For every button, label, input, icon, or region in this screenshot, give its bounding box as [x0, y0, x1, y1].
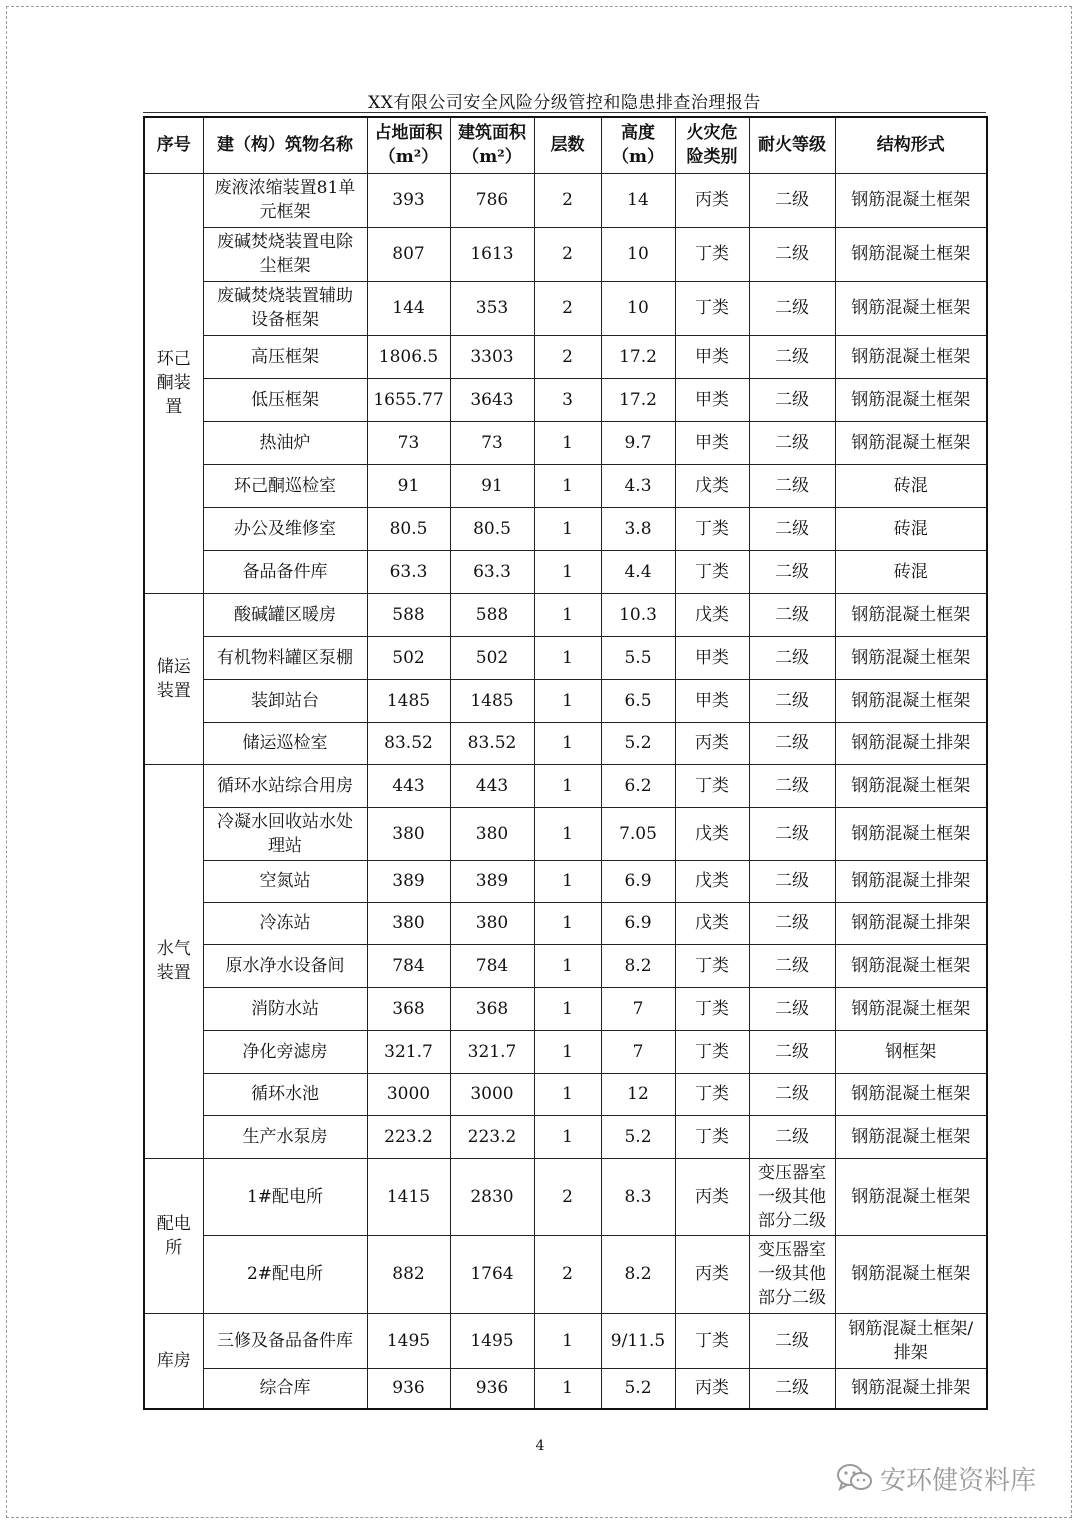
building-name: 空氮站 — [203, 860, 367, 902]
table-row — [144, 860, 987, 902]
floors: 1 — [534, 421, 601, 464]
fire-rating: 二级 — [749, 1368, 835, 1409]
height: 4.3 — [601, 464, 675, 507]
fire-rating: 二级 — [749, 764, 835, 807]
floors: 1 — [534, 593, 601, 636]
land-area: 393 — [367, 173, 450, 227]
structure-type: 钢筋混凝土框架 — [835, 1073, 987, 1115]
structure-type: 钢筋混凝土框架 — [835, 944, 987, 987]
table-row — [144, 550, 987, 593]
building-name: 循环水站综合用房 — [203, 764, 367, 807]
table-row — [144, 679, 987, 722]
fire-rating: 二级 — [749, 593, 835, 636]
building-area: 380 — [450, 902, 534, 944]
height: 5.2 — [601, 722, 675, 764]
land-area: 1806.5 — [367, 335, 450, 378]
table-row — [144, 1115, 987, 1158]
table-row — [144, 722, 987, 764]
table-row — [144, 281, 987, 335]
fire-risk-class: 丁类 — [675, 281, 749, 335]
floors: 1 — [534, 679, 601, 722]
floors: 1 — [534, 860, 601, 902]
structure-type: 钢筋混凝土排架 — [835, 860, 987, 902]
col-header-land-area: 占地面积 （m²） — [367, 117, 450, 173]
structure-type: 钢筋混凝土框架 — [835, 679, 987, 722]
floors: 1 — [534, 722, 601, 764]
building-area: 1764 — [450, 1235, 534, 1313]
building-area: 80.5 — [450, 507, 534, 550]
floors: 1 — [534, 1030, 601, 1073]
building-name: 2#配电所 — [203, 1235, 367, 1313]
land-area: 936 — [367, 1368, 450, 1409]
structure-type: 钢筋混凝土排架 — [835, 902, 987, 944]
floors: 3 — [534, 378, 601, 421]
fire-risk-class: 甲类 — [675, 636, 749, 679]
building-area: 83.52 — [450, 722, 534, 764]
height: 8.2 — [601, 944, 675, 987]
table-row — [144, 1235, 987, 1313]
fire-risk-class: 丙类 — [675, 1235, 749, 1313]
building-area: 3000 — [450, 1073, 534, 1115]
land-area: 1415 — [367, 1158, 450, 1235]
building-name: 净化旁滤房 — [203, 1030, 367, 1073]
height: 6.2 — [601, 764, 675, 807]
structure-type: 钢筋混凝土框架 — [835, 281, 987, 335]
fire-risk-class: 丁类 — [675, 1030, 749, 1073]
structure-type: 钢筋混凝土框架 — [835, 227, 987, 281]
floors: 1 — [534, 1313, 601, 1368]
building-name: 废液浓缩装置81单 元框架 — [203, 173, 367, 227]
fire-risk-class: 丙类 — [675, 1368, 749, 1409]
table-row — [144, 227, 987, 281]
building-area: 502 — [450, 636, 534, 679]
floors: 1 — [534, 550, 601, 593]
building-name: 循环水池 — [203, 1073, 367, 1115]
group-label: 水气 装置 — [144, 764, 203, 1158]
floors: 2 — [534, 227, 601, 281]
floors: 2 — [534, 1158, 601, 1235]
height: 8.2 — [601, 1235, 675, 1313]
col-header-fire-risk: 火灾危 险类别 — [675, 117, 749, 173]
building-name: 冷凝水回收站水处 理站 — [203, 807, 367, 860]
fire-risk-class: 丁类 — [675, 550, 749, 593]
fire-rating: 二级 — [749, 636, 835, 679]
building-area: 1485 — [450, 679, 534, 722]
building-name: 冷冻站 — [203, 902, 367, 944]
height: 6.5 — [601, 679, 675, 722]
fire-risk-class: 甲类 — [675, 421, 749, 464]
floors: 1 — [534, 464, 601, 507]
group-label: 环己 酮装 置 — [144, 173, 203, 593]
header-rule — [143, 112, 986, 113]
fire-rating: 二级 — [749, 507, 835, 550]
building-name: 备品备件库 — [203, 550, 367, 593]
structure-type: 钢筋混凝土框架 — [835, 1235, 987, 1313]
floors: 2 — [534, 173, 601, 227]
land-area: 389 — [367, 860, 450, 902]
building-name: 有机物料罐区泵棚 — [203, 636, 367, 679]
land-area: 502 — [367, 636, 450, 679]
building-name: 装卸站台 — [203, 679, 367, 722]
fire-rating: 二级 — [749, 281, 835, 335]
structure-type: 钢筋混凝土框架 — [835, 173, 987, 227]
building-area: 389 — [450, 860, 534, 902]
height: 5.5 — [601, 636, 675, 679]
floors: 1 — [534, 902, 601, 944]
height: 8.3 — [601, 1158, 675, 1235]
land-area: 588 — [367, 593, 450, 636]
floors: 1 — [534, 764, 601, 807]
fire-risk-class: 丁类 — [675, 1073, 749, 1115]
height: 7.05 — [601, 807, 675, 860]
land-area: 91 — [367, 464, 450, 507]
building-name: 办公及维修室 — [203, 507, 367, 550]
building-area: 786 — [450, 173, 534, 227]
table-row — [144, 421, 987, 464]
building-name: 环己酮巡检室 — [203, 464, 367, 507]
height: 9.7 — [601, 421, 675, 464]
fire-risk-class: 丁类 — [675, 227, 749, 281]
col-header-structure: 结构形式 — [835, 117, 987, 173]
building-name: 消防水站 — [203, 987, 367, 1030]
building-area: 353 — [450, 281, 534, 335]
watermark-text: 安环健资料库 — [880, 1465, 1037, 1496]
fire-rating: 二级 — [749, 1030, 835, 1073]
height: 10 — [601, 281, 675, 335]
structure-type: 砖混 — [835, 464, 987, 507]
structure-type: 钢筋混凝土框架 — [835, 421, 987, 464]
building-area: 3303 — [450, 335, 534, 378]
fire-rating: 二级 — [749, 860, 835, 902]
land-area: 63.3 — [367, 550, 450, 593]
land-area: 144 — [367, 281, 450, 335]
floors: 1 — [534, 507, 601, 550]
fire-rating: 变压器室 一级其他 部分二级 — [749, 1235, 835, 1313]
floors: 2 — [534, 335, 601, 378]
land-area: 3000 — [367, 1073, 450, 1115]
fire-risk-class: 甲类 — [675, 679, 749, 722]
structure-type: 钢筋混凝土框架 — [835, 987, 987, 1030]
height: 10 — [601, 227, 675, 281]
building-area: 321.7 — [450, 1030, 534, 1073]
building-area: 73 — [450, 421, 534, 464]
table-row — [144, 1313, 987, 1368]
height: 17.2 — [601, 335, 675, 378]
fire-risk-class: 丁类 — [675, 944, 749, 987]
fire-rating: 二级 — [749, 421, 835, 464]
height: 9/11.5 — [601, 1313, 675, 1368]
structure-type: 钢筋混凝土框架 — [835, 335, 987, 378]
height: 17.2 — [601, 378, 675, 421]
building-name: 三修及备品备件库 — [203, 1313, 367, 1368]
structure-type: 钢筋混凝土框架 — [835, 593, 987, 636]
height: 12 — [601, 1073, 675, 1115]
land-area: 73 — [367, 421, 450, 464]
building-area: 2830 — [450, 1158, 534, 1235]
height: 7 — [601, 1030, 675, 1073]
buildings-table — [143, 116, 988, 1410]
group-label: 储运 装置 — [144, 593, 203, 764]
fire-risk-class: 丁类 — [675, 1115, 749, 1158]
floors: 1 — [534, 1115, 601, 1158]
table-row — [144, 593, 987, 636]
land-area: 807 — [367, 227, 450, 281]
building-area: 368 — [450, 987, 534, 1030]
building-name: 低压框架 — [203, 378, 367, 421]
fire-risk-class: 丁类 — [675, 764, 749, 807]
building-name: 原水净水设备间 — [203, 944, 367, 987]
structure-type: 钢筋混凝土框架 — [835, 807, 987, 860]
fire-rating: 变压器室 一级其他 部分二级 — [749, 1158, 835, 1235]
floors: 1 — [534, 636, 601, 679]
land-area: 368 — [367, 987, 450, 1030]
table-row — [144, 335, 987, 378]
fire-rating: 二级 — [749, 1115, 835, 1158]
building-name: 高压框架 — [203, 335, 367, 378]
table-row — [144, 464, 987, 507]
fire-rating: 二级 — [749, 378, 835, 421]
fire-rating: 二级 — [749, 722, 835, 764]
fire-risk-class: 甲类 — [675, 378, 749, 421]
height: 10.3 — [601, 593, 675, 636]
floors: 1 — [534, 987, 601, 1030]
page-number: 4 — [535, 1438, 545, 1454]
floors: 2 — [534, 281, 601, 335]
watermark — [836, 1458, 1036, 1498]
col-header-seq: 序号 — [144, 117, 203, 173]
floors: 1 — [534, 1368, 601, 1409]
height: 4.4 — [601, 550, 675, 593]
land-area: 784 — [367, 944, 450, 987]
height: 6.9 — [601, 860, 675, 902]
table-row — [144, 1030, 987, 1073]
structure-type: 钢筋混凝土框架/ 排架 — [835, 1313, 987, 1368]
building-area: 784 — [450, 944, 534, 987]
table-row — [144, 173, 987, 227]
height: 5.2 — [601, 1368, 675, 1409]
table-row — [144, 378, 987, 421]
building-name: 废碱焚烧装置电除 尘框架 — [203, 227, 367, 281]
table-row — [144, 987, 987, 1030]
land-area: 1655.77 — [367, 378, 450, 421]
table-header-row — [144, 117, 987, 173]
structure-type: 钢筋混凝土框架 — [835, 1115, 987, 1158]
floors: 2 — [534, 1235, 601, 1313]
fire-rating: 二级 — [749, 464, 835, 507]
wechat-icon — [836, 1462, 874, 1494]
structure-type: 钢筋混凝土框架 — [835, 1158, 987, 1235]
height: 5.2 — [601, 1115, 675, 1158]
fire-rating: 二级 — [749, 679, 835, 722]
structure-type: 钢筋混凝土框架 — [835, 636, 987, 679]
group-label: 库房 — [144, 1313, 203, 1409]
col-header-name: 建（构）筑物名称 — [203, 117, 367, 173]
fire-risk-class: 丙类 — [675, 1158, 749, 1235]
col-header-floors: 层数 — [534, 117, 601, 173]
land-area: 1495 — [367, 1313, 450, 1368]
structure-type: 钢筋混凝土排架 — [835, 1368, 987, 1409]
building-name: 1#配电所 — [203, 1158, 367, 1235]
fire-risk-class: 丁类 — [675, 987, 749, 1030]
land-area: 443 — [367, 764, 450, 807]
structure-type: 钢筋混凝土框架 — [835, 764, 987, 807]
fire-rating: 二级 — [749, 550, 835, 593]
floors: 1 — [534, 944, 601, 987]
fire-risk-class: 戊类 — [675, 464, 749, 507]
fire-risk-class: 甲类 — [675, 335, 749, 378]
table-row — [144, 902, 987, 944]
table-row — [144, 636, 987, 679]
building-area: 588 — [450, 593, 534, 636]
fire-rating: 二级 — [749, 1073, 835, 1115]
col-header-building-area: 建筑面积 （m²） — [450, 117, 534, 173]
land-area: 83.52 — [367, 722, 450, 764]
structure-type: 砖混 — [835, 550, 987, 593]
fire-rating: 二级 — [749, 987, 835, 1030]
fire-rating: 二级 — [749, 227, 835, 281]
land-area: 1485 — [367, 679, 450, 722]
land-area: 223.2 — [367, 1115, 450, 1158]
building-area: 443 — [450, 764, 534, 807]
land-area: 882 — [367, 1235, 450, 1313]
structure-type: 钢筋混凝土排架 — [835, 722, 987, 764]
building-area: 936 — [450, 1368, 534, 1409]
building-name: 储运巡检室 — [203, 722, 367, 764]
fire-risk-class: 丙类 — [675, 173, 749, 227]
building-name: 热油炉 — [203, 421, 367, 464]
building-area: 223.2 — [450, 1115, 534, 1158]
fire-risk-class: 丁类 — [675, 1313, 749, 1368]
floors: 1 — [534, 807, 601, 860]
building-area: 1613 — [450, 227, 534, 281]
height: 6.9 — [601, 902, 675, 944]
building-name: 生产水泵房 — [203, 1115, 367, 1158]
col-header-height: 高度 （m） — [601, 117, 675, 173]
building-name: 综合库 — [203, 1368, 367, 1409]
group-label: 配电 所 — [144, 1158, 203, 1313]
col-header-fire-rating: 耐火等级 — [749, 117, 835, 173]
building-name: 废碱焚烧装置辅助 设备框架 — [203, 281, 367, 335]
land-area: 80.5 — [367, 507, 450, 550]
report-title: XX有限公司安全风险分级管控和隐患排查治理报告 — [368, 93, 761, 113]
floors: 1 — [534, 1073, 601, 1115]
fire-rating: 二级 — [749, 944, 835, 987]
table-row — [144, 807, 987, 860]
table-row — [144, 1368, 987, 1409]
fire-risk-class: 丁类 — [675, 507, 749, 550]
building-area: 380 — [450, 807, 534, 860]
fire-risk-class: 戊类 — [675, 902, 749, 944]
table-row — [144, 1073, 987, 1115]
table-row — [144, 1158, 987, 1235]
height: 3.8 — [601, 507, 675, 550]
table-body — [144, 173, 987, 1409]
fire-risk-class: 戊类 — [675, 860, 749, 902]
building-name: 酸碱罐区暖房 — [203, 593, 367, 636]
table-row — [144, 507, 987, 550]
fire-rating: 二级 — [749, 1313, 835, 1368]
fire-risk-class: 丙类 — [675, 722, 749, 764]
fire-risk-class: 戊类 — [675, 807, 749, 860]
fire-rating: 二级 — [749, 902, 835, 944]
structure-type: 砖混 — [835, 507, 987, 550]
land-area: 380 — [367, 807, 450, 860]
fire-rating: 二级 — [749, 807, 835, 860]
building-area: 63.3 — [450, 550, 534, 593]
fire-rating: 二级 — [749, 173, 835, 227]
structure-type: 钢框架 — [835, 1030, 987, 1073]
building-area: 3643 — [450, 378, 534, 421]
table-row — [144, 944, 987, 987]
table-row — [144, 764, 987, 807]
height: 7 — [601, 987, 675, 1030]
building-area: 91 — [450, 464, 534, 507]
land-area: 380 — [367, 902, 450, 944]
fire-risk-class: 戊类 — [675, 593, 749, 636]
height: 14 — [601, 173, 675, 227]
land-area: 321.7 — [367, 1030, 450, 1073]
building-area: 1495 — [450, 1313, 534, 1368]
structure-type: 钢筋混凝土框架 — [835, 378, 987, 421]
fire-rating: 二级 — [749, 335, 835, 378]
